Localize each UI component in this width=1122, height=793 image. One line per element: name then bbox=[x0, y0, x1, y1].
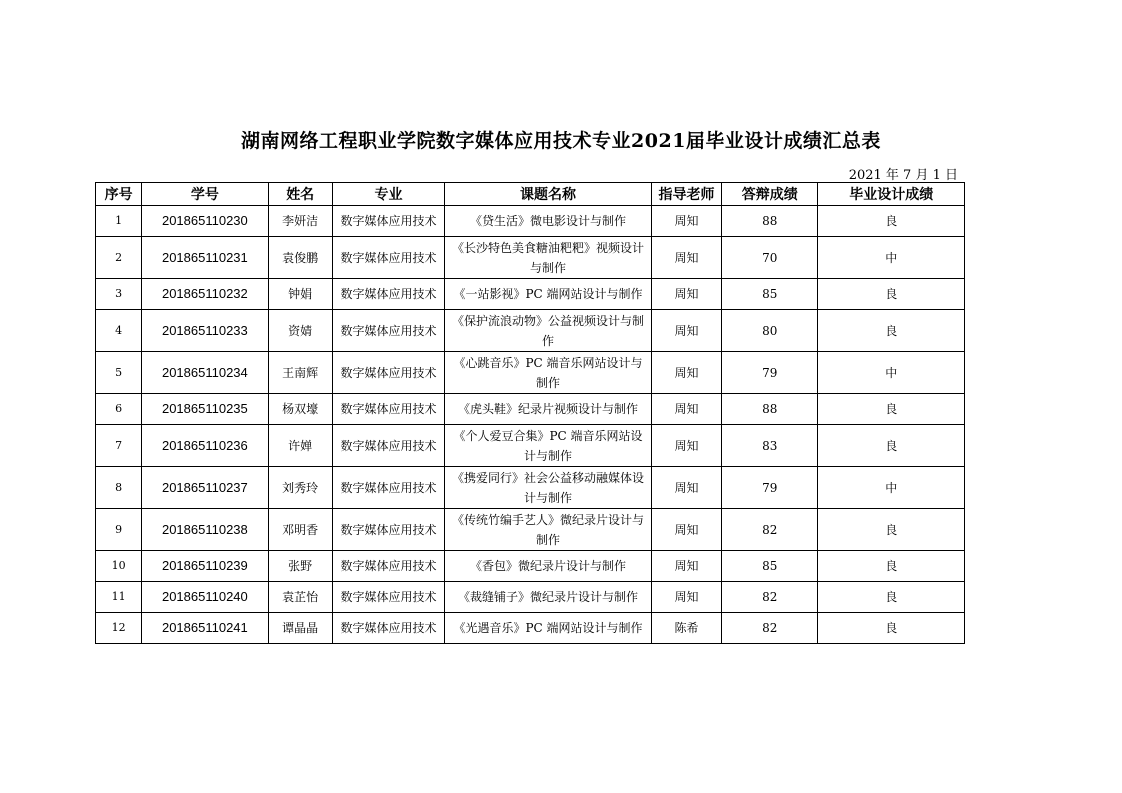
cell-major: 数字媒体应用技术 bbox=[332, 467, 444, 509]
cell-seq: 7 bbox=[96, 425, 142, 467]
grades-table bbox=[95, 182, 965, 644]
cell-major: 数字媒体应用技术 bbox=[332, 310, 444, 352]
cell-advisor: 周知 bbox=[651, 310, 721, 352]
table-row bbox=[96, 425, 965, 467]
cell-name: 张野 bbox=[268, 551, 332, 582]
cell-student-id: 201865110240 bbox=[142, 582, 268, 613]
cell-defense-score: 70 bbox=[722, 237, 818, 279]
cell-defense-score: 83 bbox=[722, 425, 818, 467]
col-header-topic: 课题名称 bbox=[445, 183, 652, 206]
col-header-seq: 序号 bbox=[96, 183, 142, 206]
cell-topic: 《裁缝铺子》微纪录片设计与制作 bbox=[445, 582, 652, 613]
cell-major: 数字媒体应用技术 bbox=[332, 613, 444, 644]
cell-final-grade: 良 bbox=[818, 582, 965, 613]
cell-major: 数字媒体应用技术 bbox=[332, 425, 444, 467]
cell-major: 数字媒体应用技术 bbox=[332, 509, 444, 551]
cell-seq: 10 bbox=[96, 551, 142, 582]
cell-topic: 《一站影视》PC 端网站设计与制作 bbox=[445, 279, 652, 310]
table-row bbox=[96, 582, 965, 613]
cell-student-id: 201865110241 bbox=[142, 613, 268, 644]
cell-name: 邓明香 bbox=[268, 509, 332, 551]
cell-seq: 1 bbox=[96, 206, 142, 237]
cell-final-grade: 良 bbox=[818, 509, 965, 551]
col-header-name: 姓名 bbox=[268, 183, 332, 206]
cell-seq: 4 bbox=[96, 310, 142, 352]
cell-name: 李妍洁 bbox=[268, 206, 332, 237]
cell-final-grade: 中 bbox=[818, 467, 965, 509]
table-body bbox=[96, 206, 965, 644]
cell-major: 数字媒体应用技术 bbox=[332, 582, 444, 613]
cell-defense-score: 82 bbox=[722, 509, 818, 551]
cell-major: 数字媒体应用技术 bbox=[332, 206, 444, 237]
document-title: 湖南网络工程职业学院数字媒体应用技术专业2021届毕业设计成绩汇总表 bbox=[241, 130, 881, 152]
cell-final-grade: 良 bbox=[818, 551, 965, 582]
cell-name: 袁芷怡 bbox=[268, 582, 332, 613]
cell-advisor: 周知 bbox=[651, 509, 721, 551]
cell-defense-score: 85 bbox=[722, 279, 818, 310]
cell-major: 数字媒体应用技术 bbox=[332, 279, 444, 310]
cell-defense-score: 79 bbox=[722, 352, 818, 394]
cell-major: 数字媒体应用技术 bbox=[332, 551, 444, 582]
cell-advisor: 周知 bbox=[651, 425, 721, 467]
cell-topic: 《心跳音乐》PC 端音乐网站设计与制作 bbox=[445, 352, 652, 394]
table-row bbox=[96, 206, 965, 237]
cell-topic: 《个人爱豆合集》PC 端音乐网站设计与制作 bbox=[445, 425, 652, 467]
cell-student-id: 201865110232 bbox=[142, 279, 268, 310]
cell-student-id: 201865110239 bbox=[142, 551, 268, 582]
cell-advisor: 周知 bbox=[651, 206, 721, 237]
cell-topic: 《贷生活》微电影设计与制作 bbox=[445, 206, 652, 237]
cell-name: 资婧 bbox=[268, 310, 332, 352]
cell-final-grade: 中 bbox=[818, 237, 965, 279]
cell-seq: 8 bbox=[96, 467, 142, 509]
cell-student-id: 201865110231 bbox=[142, 237, 268, 279]
cell-defense-score: 79 bbox=[722, 467, 818, 509]
col-header-student-id: 学号 bbox=[142, 183, 268, 206]
cell-name: 钟娟 bbox=[268, 279, 332, 310]
col-header-defense-score: 答辩成绩 bbox=[722, 183, 818, 206]
cell-advisor: 周知 bbox=[651, 394, 721, 425]
cell-name: 王南辉 bbox=[268, 352, 332, 394]
cell-student-id: 201865110233 bbox=[142, 310, 268, 352]
col-header-final-grade: 毕业设计成绩 bbox=[818, 183, 965, 206]
cell-name: 杨双壕 bbox=[268, 394, 332, 425]
col-header-major: 专业 bbox=[332, 183, 444, 206]
cell-seq: 3 bbox=[96, 279, 142, 310]
cell-student-id: 201865110237 bbox=[142, 467, 268, 509]
cell-student-id: 201865110235 bbox=[142, 394, 268, 425]
cell-advisor: 周知 bbox=[651, 551, 721, 582]
cell-final-grade: 中 bbox=[818, 352, 965, 394]
cell-seq: 12 bbox=[96, 613, 142, 644]
cell-final-grade: 良 bbox=[818, 206, 965, 237]
table-row bbox=[96, 613, 965, 644]
table-row bbox=[96, 310, 965, 352]
cell-topic: 《传统竹编手艺人》微纪录片设计与制作 bbox=[445, 509, 652, 551]
cell-major: 数字媒体应用技术 bbox=[332, 352, 444, 394]
cell-advisor: 周知 bbox=[651, 582, 721, 613]
report-date: 2021 年 7 月 1 日 bbox=[848, 168, 958, 183]
cell-final-grade: 良 bbox=[818, 613, 965, 644]
cell-defense-score: 82 bbox=[722, 582, 818, 613]
cell-final-grade: 良 bbox=[818, 425, 965, 467]
cell-defense-score: 85 bbox=[722, 551, 818, 582]
cell-defense-score: 80 bbox=[722, 310, 818, 352]
cell-seq: 5 bbox=[96, 352, 142, 394]
cell-student-id: 201865110238 bbox=[142, 509, 268, 551]
cell-topic: 《香包》微纪录片设计与制作 bbox=[445, 551, 652, 582]
cell-final-grade: 良 bbox=[818, 279, 965, 310]
cell-topic: 《光遇音乐》PC 端网站设计与制作 bbox=[445, 613, 652, 644]
cell-seq: 11 bbox=[96, 582, 142, 613]
cell-major: 数字媒体应用技术 bbox=[332, 237, 444, 279]
cell-name: 谭晶晶 bbox=[268, 613, 332, 644]
cell-topic: 《保护流浪动物》公益视频设计与制作 bbox=[445, 310, 652, 352]
cell-advisor: 陈希 bbox=[651, 613, 721, 644]
cell-seq: 6 bbox=[96, 394, 142, 425]
cell-final-grade: 良 bbox=[818, 394, 965, 425]
table-row bbox=[96, 394, 965, 425]
table-row bbox=[96, 467, 965, 509]
cell-topic: 《长沙特色美食糖油粑粑》视频设计与制作 bbox=[445, 237, 652, 279]
table-row bbox=[96, 352, 965, 394]
col-header-advisor: 指导老师 bbox=[651, 183, 721, 206]
cell-seq: 9 bbox=[96, 509, 142, 551]
cell-student-id: 201865110236 bbox=[142, 425, 268, 467]
cell-advisor: 周知 bbox=[651, 467, 721, 509]
cell-topic: 《携爱同行》社会公益移动融媒体设计与制作 bbox=[445, 467, 652, 509]
cell-defense-score: 88 bbox=[722, 394, 818, 425]
cell-advisor: 周知 bbox=[651, 352, 721, 394]
table-row bbox=[96, 279, 965, 310]
cell-student-id: 201865110230 bbox=[142, 206, 268, 237]
table-row bbox=[96, 509, 965, 551]
cell-seq: 2 bbox=[96, 237, 142, 279]
cell-major: 数字媒体应用技术 bbox=[332, 394, 444, 425]
cell-advisor: 周知 bbox=[651, 279, 721, 310]
cell-topic: 《虎头鞋》纪录片视频设计与制作 bbox=[445, 394, 652, 425]
table-row bbox=[96, 237, 965, 279]
cell-name: 袁俊鹏 bbox=[268, 237, 332, 279]
cell-advisor: 周知 bbox=[651, 237, 721, 279]
cell-name: 许婵 bbox=[268, 425, 332, 467]
cell-name: 刘秀玲 bbox=[268, 467, 332, 509]
cell-defense-score: 82 bbox=[722, 613, 818, 644]
table-row bbox=[96, 551, 965, 582]
header-row bbox=[96, 183, 965, 206]
cell-defense-score: 88 bbox=[722, 206, 818, 237]
cell-student-id: 201865110234 bbox=[142, 352, 268, 394]
cell-final-grade: 良 bbox=[818, 310, 965, 352]
